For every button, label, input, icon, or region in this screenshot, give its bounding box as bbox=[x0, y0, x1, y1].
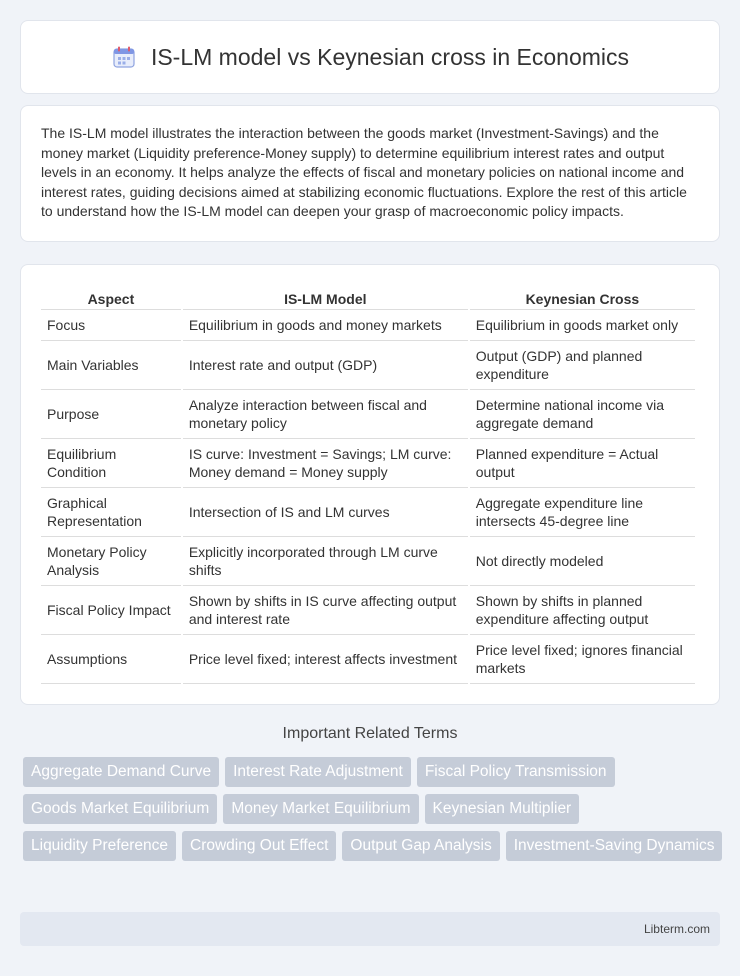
row-is-lm: Shown by shifts in IS curve affecting output and interest rate bbox=[183, 586, 468, 635]
table-row bbox=[41, 488, 695, 537]
table-row bbox=[41, 537, 695, 586]
footer-brand-link[interactable]: Libterm.com bbox=[643, 922, 710, 936]
row-keynesian: Aggregate expenditure line intersects 45-degree line bbox=[470, 488, 695, 537]
table-row bbox=[41, 635, 695, 684]
header-is-lm: IS-LM Model bbox=[183, 285, 468, 310]
related-term-tag[interactable]: Goods Market Equilibrium bbox=[23, 794, 217, 824]
row-aspect: Assumptions bbox=[41, 635, 181, 684]
table-row bbox=[41, 390, 695, 439]
comparison-table-card bbox=[20, 264, 720, 705]
row-is-lm: Analyze interaction between fiscal and monetary policy bbox=[183, 390, 468, 439]
row-is-lm: Price level fixed; interest affects investment bbox=[183, 635, 468, 684]
row-is-lm: Equilibrium in goods and money markets bbox=[183, 310, 468, 341]
related-terms-title: Important Related Terms bbox=[282, 725, 458, 742]
table-row bbox=[41, 310, 695, 341]
header-keynesian: Keynesian Cross bbox=[470, 285, 695, 310]
table-row bbox=[41, 586, 695, 635]
related-term-tag[interactable]: Money Market Equilibrium bbox=[223, 794, 418, 824]
calendar-icon bbox=[111, 44, 137, 70]
row-is-lm: Intersection of IS and LM curves bbox=[183, 488, 468, 537]
intro-card bbox=[20, 105, 720, 242]
row-aspect: Equilibrium Condition bbox=[41, 439, 181, 488]
related-term-tag[interactable]: Interest Rate Adjustment bbox=[225, 757, 411, 787]
table-header-row bbox=[41, 285, 695, 310]
header-aspect: Aspect bbox=[41, 285, 181, 310]
row-aspect: Monetary Policy Analysis bbox=[41, 537, 181, 586]
row-keynesian: Planned expenditure = Actual output bbox=[470, 439, 695, 488]
related-term-tag[interactable]: Keynesian Multiplier bbox=[425, 794, 580, 824]
row-keynesian: Equilibrium in goods market only bbox=[470, 310, 695, 341]
row-is-lm: Explicitly incorporated through LM curve shifts bbox=[183, 537, 468, 586]
row-keynesian: Determine national income via aggregate demand bbox=[470, 390, 695, 439]
comparison-table bbox=[39, 285, 697, 684]
row-is-lm: Interest rate and output (GDP) bbox=[183, 341, 468, 390]
row-keynesian: Shown by shifts in planned expenditure affecting output bbox=[470, 586, 695, 635]
page-title: IS-LM model vs Keynesian cross in Economics bbox=[150, 43, 630, 70]
row-keynesian: Output (GDP) and planned expenditure bbox=[470, 341, 695, 390]
related-term-tag[interactable]: Investment-Saving Dynamics bbox=[506, 831, 723, 861]
row-aspect: Graphical Representation bbox=[41, 488, 181, 537]
row-is-lm: IS curve: Investment = Savings; LM curve: Money demand = Money supply bbox=[183, 439, 468, 488]
row-keynesian: Price level fixed; ignores financial markets bbox=[470, 635, 695, 684]
row-aspect: Main Variables bbox=[41, 341, 181, 390]
related-term-tag[interactable]: Fiscal Policy Transmission bbox=[417, 757, 615, 787]
row-keynesian: Not directly modeled bbox=[470, 537, 695, 586]
title-card bbox=[20, 20, 720, 94]
footer bbox=[20, 912, 720, 946]
related-term-tag[interactable]: Aggregate Demand Curve bbox=[23, 757, 219, 787]
related-term-tag[interactable]: Crowding Out Effect bbox=[182, 831, 336, 861]
related-term-tag[interactable]: Output Gap Analysis bbox=[342, 831, 499, 861]
row-aspect: Purpose bbox=[41, 390, 181, 439]
table-row bbox=[41, 439, 695, 488]
row-aspect: Focus bbox=[41, 310, 181, 341]
related-terms-list bbox=[23, 757, 723, 861]
table-row bbox=[41, 341, 695, 390]
row-aspect: Fiscal Policy Impact bbox=[41, 586, 181, 635]
intro-text: The IS-LM model illustrates the interaction between the goods market (Investment-Savings) and the money market (Liquidity preference-Money supply) to determine equilibrium interest rates and output levels in an economy. It helps analyze the effects of fiscal and monetary policies on national income and interest rates, guiding decisions aimed at stabilizing economic fluctuations. Explore the rest of this article to understand how the IS-LM model can deepen your grasp of macroeconomic policy impacts. bbox=[41, 125, 687, 220]
related-term-tag[interactable]: Liquidity Preference bbox=[23, 831, 176, 861]
